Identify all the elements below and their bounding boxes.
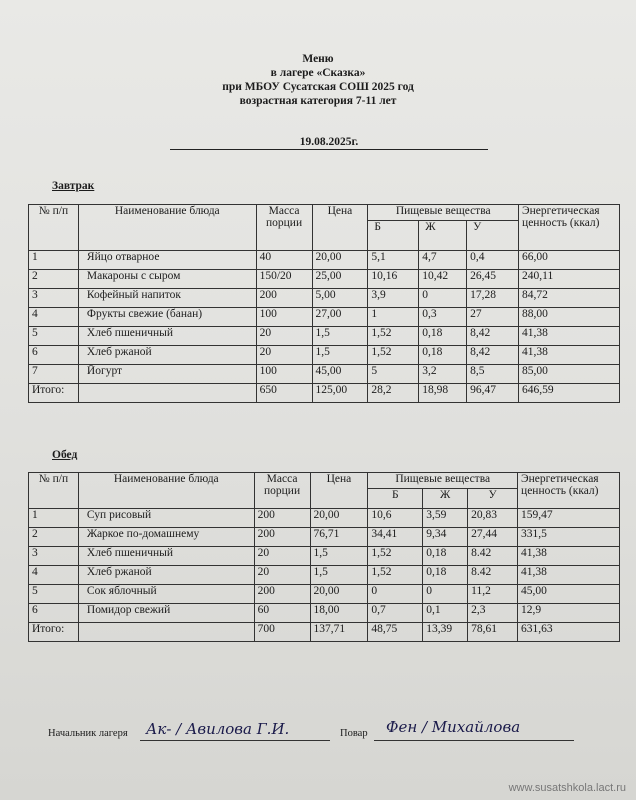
table-cell: 646,59 xyxy=(519,384,620,403)
table-cell: 20 xyxy=(256,346,312,365)
title-camp: в лагере «Сказка» xyxy=(270,67,366,79)
table-cell: 34,41 xyxy=(368,528,423,547)
table-cell: 4,7 xyxy=(419,251,467,270)
table-cell: 100 xyxy=(256,365,312,384)
title-menu: Меню xyxy=(302,53,334,65)
table-cell: 1,5 xyxy=(312,346,368,365)
table-cell: 3,2 xyxy=(419,365,467,384)
table-cell: 7 xyxy=(29,365,79,384)
lunch-title: Обед xyxy=(52,449,78,461)
table-cell xyxy=(78,623,254,642)
table-cell: 88,00 xyxy=(519,308,620,327)
table-cell: 1 xyxy=(29,251,79,270)
table-cell: 1 xyxy=(368,308,419,327)
table-cell: 13,39 xyxy=(423,623,468,642)
table-cell: Хлеб пшеничный xyxy=(78,547,254,566)
table-row xyxy=(29,327,620,346)
col-nutrients: Пищевые вещества xyxy=(368,205,519,221)
table-cell: 41,38 xyxy=(518,547,620,566)
table-cell: Хлеб пшеничный xyxy=(78,327,256,346)
table-row xyxy=(29,270,620,289)
table-cell: 20,00 xyxy=(310,585,368,604)
table-cell: 25,00 xyxy=(312,270,368,289)
table-cell: 2,3 xyxy=(468,604,518,623)
col-protein: Б xyxy=(368,489,423,509)
table-cell: 41,38 xyxy=(518,566,620,585)
table-cell: 631,63 xyxy=(518,623,620,642)
table-cell: 0,18 xyxy=(423,566,468,585)
table-cell: 200 xyxy=(256,289,312,308)
table-row xyxy=(29,365,620,384)
table-cell: 20,83 xyxy=(468,509,518,528)
col-energy: Энергетическая ценность (ккал) xyxy=(518,473,620,509)
table-cell: 3 xyxy=(29,289,79,308)
table-cell: 5,00 xyxy=(312,289,368,308)
col-fat: Ж xyxy=(423,489,468,509)
table-cell: 10,6 xyxy=(368,509,423,528)
table-cell: 100 xyxy=(256,308,312,327)
head-signature: Ак- / Авилова Г.И. xyxy=(146,720,290,738)
table-row xyxy=(29,509,620,528)
breakfast-rows xyxy=(29,251,620,403)
table-cell: 8,42 xyxy=(467,327,519,346)
table-cell: Суп рисовый xyxy=(78,509,254,528)
total-row xyxy=(29,623,620,642)
table-cell: Йогурт xyxy=(78,365,256,384)
table-row xyxy=(29,308,620,327)
table-cell: Кофейный напиток xyxy=(78,289,256,308)
table-row xyxy=(29,547,620,566)
table-cell: 12,9 xyxy=(518,604,620,623)
total-row xyxy=(29,384,620,403)
table-cell: 0,4 xyxy=(467,251,519,270)
table-cell: 41,38 xyxy=(519,346,620,365)
table-cell: 20,00 xyxy=(312,251,368,270)
table-cell: 96,47 xyxy=(467,384,519,403)
table-cell: Хлеб ржаной xyxy=(78,566,254,585)
site-watermark: www.susatshkola.lact.ru xyxy=(508,782,626,794)
table-row xyxy=(29,585,620,604)
table-cell: 27,00 xyxy=(312,308,368,327)
cook-label: Повар xyxy=(340,728,368,739)
table-cell: 1 xyxy=(29,509,79,528)
table-cell: 40 xyxy=(256,251,312,270)
table-cell: 1,52 xyxy=(368,327,419,346)
table-cell: 1,5 xyxy=(310,566,368,585)
table-cell: 9,34 xyxy=(423,528,468,547)
col-mass: Масса порции xyxy=(254,473,310,509)
col-mass: Масса порции xyxy=(256,205,312,251)
table-cell: 20 xyxy=(254,547,310,566)
table-cell: 5 xyxy=(29,327,79,346)
table-cell: 26,45 xyxy=(467,270,519,289)
table-cell: 27,44 xyxy=(468,528,518,547)
col-name: Наименование блюда xyxy=(78,205,256,251)
table-cell: 200 xyxy=(254,585,310,604)
table-cell: 3,59 xyxy=(423,509,468,528)
table-cell: 1,5 xyxy=(312,327,368,346)
table-cell: 0,18 xyxy=(419,327,467,346)
table-cell: 3 xyxy=(29,547,79,566)
col-fat: Ж xyxy=(419,221,467,251)
table-cell: 45,00 xyxy=(518,585,620,604)
table-cell: 0,3 xyxy=(419,308,467,327)
col-price: Цена xyxy=(310,473,368,509)
table-cell: 18,00 xyxy=(310,604,368,623)
table-cell: 45,00 xyxy=(312,365,368,384)
table-cell: 85,00 xyxy=(519,365,620,384)
table-cell: 0,18 xyxy=(423,547,468,566)
table-cell: 0,7 xyxy=(368,604,423,623)
table-cell: 200 xyxy=(254,509,310,528)
table-cell: 0 xyxy=(419,289,467,308)
table-cell: 0,18 xyxy=(419,346,467,365)
table-cell: Фрукты свежие (банан) xyxy=(78,308,256,327)
table-cell: 20 xyxy=(254,566,310,585)
table-cell: 60 xyxy=(254,604,310,623)
table-cell: Сок яблочный xyxy=(78,585,254,604)
table-cell: 41,38 xyxy=(519,327,620,346)
breakfast-table xyxy=(28,204,620,403)
table-cell: 76,71 xyxy=(310,528,368,547)
table-cell: 17,28 xyxy=(467,289,519,308)
col-num: № п/п xyxy=(29,205,79,251)
table-cell: 200 xyxy=(254,528,310,547)
table-cell: 84,72 xyxy=(519,289,620,308)
table-cell: 20,00 xyxy=(310,509,368,528)
table-row xyxy=(29,346,620,365)
table-cell: 0,1 xyxy=(423,604,468,623)
table-cell: 137,71 xyxy=(310,623,368,642)
table-cell: Яйцо отварное xyxy=(78,251,256,270)
table-cell: 8,42 xyxy=(467,346,519,365)
table-cell: 0 xyxy=(423,585,468,604)
col-protein: Б xyxy=(368,221,419,251)
table-row xyxy=(29,289,620,308)
table-cell: Жаркое по-домашнему xyxy=(78,528,254,547)
table-cell: 48,75 xyxy=(368,623,423,642)
col-price: Цена xyxy=(312,205,368,251)
cook-signature: Фен / Михайлова xyxy=(386,718,521,736)
table-cell: 3,9 xyxy=(368,289,419,308)
table-cell: 1,52 xyxy=(368,346,419,365)
table-row xyxy=(29,566,620,585)
table-cell: 78,61 xyxy=(468,623,518,642)
head-signature-line xyxy=(140,740,330,741)
table-cell: 8,5 xyxy=(467,365,519,384)
table-cell: 5 xyxy=(368,365,419,384)
table-cell: 159,47 xyxy=(518,509,620,528)
table-row xyxy=(29,251,620,270)
lunch-table xyxy=(28,472,620,642)
table-cell: 2 xyxy=(29,270,79,289)
table-cell: Итого: xyxy=(29,384,79,403)
table-cell: 8.42 xyxy=(468,547,518,566)
table-cell: 6 xyxy=(29,604,79,623)
col-carbs: У xyxy=(467,221,519,251)
col-nutrients: Пищевые вещества xyxy=(368,473,518,489)
table-cell: 1,5 xyxy=(310,547,368,566)
col-num: № п/п xyxy=(29,473,79,509)
table-row xyxy=(29,528,620,547)
table-cell: 2 xyxy=(29,528,79,547)
col-carbs: У xyxy=(468,489,518,509)
table-cell: 1,52 xyxy=(368,566,423,585)
title-school: при МБОУ Сусатская СОШ 2025 год xyxy=(222,81,414,93)
table-cell: Итого: xyxy=(29,623,79,642)
table-cell: 0 xyxy=(368,585,423,604)
head-label: Начальник лагеря xyxy=(48,728,128,739)
table-cell: Хлеб ржаной xyxy=(78,346,256,365)
table-cell: 11,2 xyxy=(468,585,518,604)
table-cell: 18,98 xyxy=(419,384,467,403)
table-cell: Макароны с сыром xyxy=(78,270,256,289)
table-cell: 28,2 xyxy=(368,384,419,403)
table-cell: 5,1 xyxy=(368,251,419,270)
table-cell: 6 xyxy=(29,346,79,365)
col-energy: Энергетическая ценность (ккал) xyxy=(519,205,620,251)
table-cell: 20 xyxy=(256,327,312,346)
table-cell xyxy=(78,384,256,403)
table-cell: Помидор свежий xyxy=(78,604,254,623)
table-cell: 10,16 xyxy=(368,270,419,289)
table-cell: 5 xyxy=(29,585,79,604)
table-cell: 8.42 xyxy=(468,566,518,585)
cook-signature-line xyxy=(374,740,574,741)
table-cell: 1,52 xyxy=(368,547,423,566)
table-row xyxy=(29,604,620,623)
table-cell: 4 xyxy=(29,308,79,327)
table-cell: 650 xyxy=(256,384,312,403)
table-cell: 66,00 xyxy=(519,251,620,270)
menu-date: 19.08.2025г. xyxy=(170,136,488,150)
title-age: возрастная категория 7-11 лет xyxy=(239,95,397,107)
col-name: Наименование блюда xyxy=(78,473,254,509)
breakfast-title: Завтрак xyxy=(52,180,95,192)
table-cell: 331,5 xyxy=(518,528,620,547)
table-cell: 10,42 xyxy=(419,270,467,289)
table-cell: 240,11 xyxy=(519,270,620,289)
table-cell: 27 xyxy=(467,308,519,327)
table-cell: 150/20 xyxy=(256,270,312,289)
table-cell: 125,00 xyxy=(312,384,368,403)
lunch-rows xyxy=(29,509,620,642)
table-cell: 700 xyxy=(254,623,310,642)
table-cell: 4 xyxy=(29,566,79,585)
